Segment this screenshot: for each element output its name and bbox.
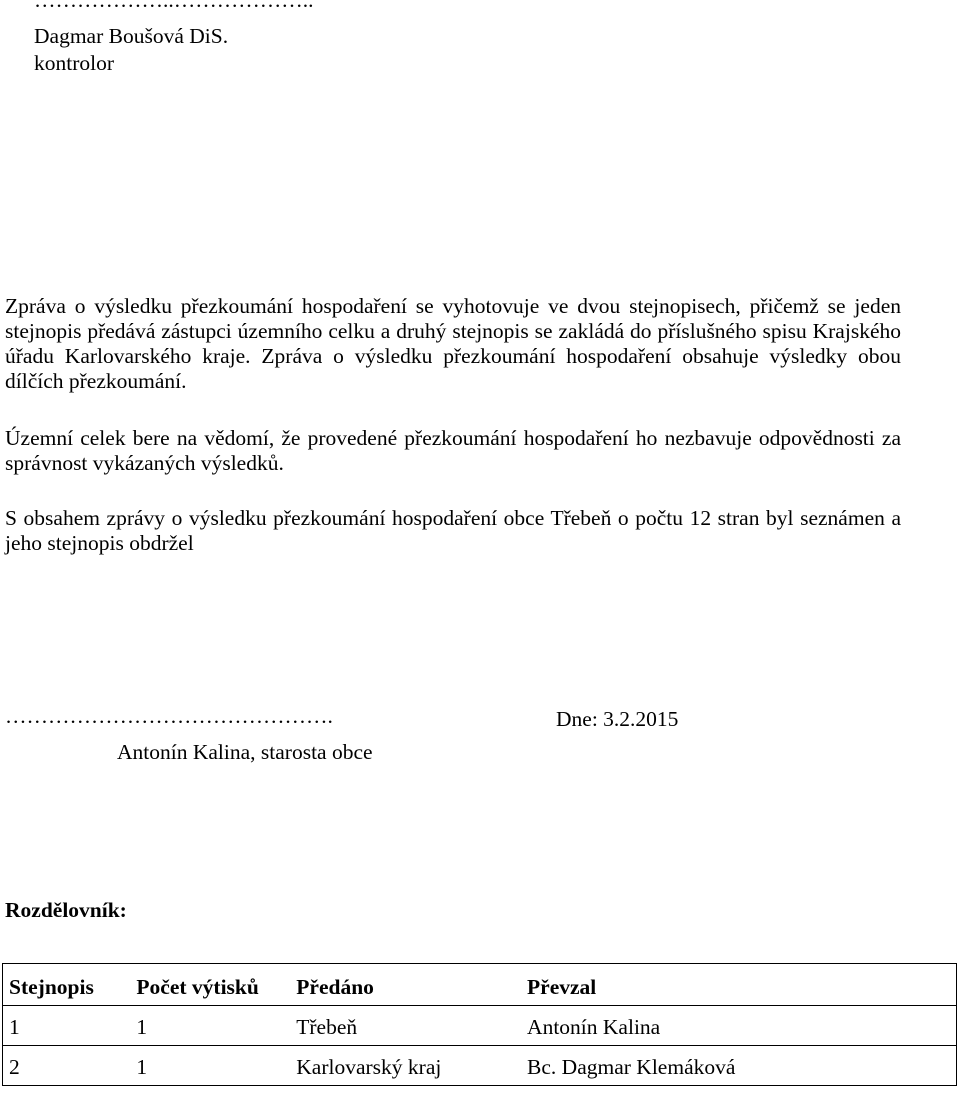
table-cell: 2 (3, 1046, 131, 1086)
table-cell: 1 (130, 1006, 290, 1046)
table-header-row (3, 964, 957, 1006)
paragraph-report-copies: Zpráva o výsledku přezkoumání hospodaření se vyhotovuje ve dvou stejnopisech, přičemž se jeden stejnopis předává zástupci územního celku a druhý stejnopis se zakládá do příslušného spisu Krajského úřadu Karlovarského kraje. Zpráva o výsledku přezkoumání hospodaření obsahuje výsledky obou dílčích přezkoumání. (5, 294, 901, 393)
paragraph-acknowledgement: S obsahem zprávy o výsledku přezkoumání hospodaření obce Třebeň o počtu 12 stran byl seznámen a jeho stejnopis obdržel (5, 506, 901, 555)
table-cell: Bc. Dagmar Klemáková (521, 1046, 956, 1086)
table-cell: Třebeň (290, 1006, 521, 1046)
column-header-count: Počet výtisků (130, 964, 290, 1006)
table-row (3, 1006, 957, 1046)
table-row (3, 1046, 957, 1086)
table-cell: 1 (130, 1046, 290, 1086)
distribution-table (2, 963, 957, 1086)
table-cell: 1 (3, 1006, 131, 1046)
column-header-handed-over: Předáno (290, 964, 521, 1006)
column-header-copy: Stejnopis (3, 964, 131, 1006)
signature-dots-top: ………………..……………….. (34, 0, 314, 12)
table-cell: Karlovarský kraj (290, 1046, 521, 1086)
paragraph-responsibility: Územní celek bere na vědomí, že provedené přezkoumání hospodaření ho nezbavuje odpovědnosti za správnost vykázaných výsledků. (5, 426, 901, 475)
distribution-heading: Rozdělovník: (5, 898, 127, 922)
signature-date: Dne: 3.2.2015 (556, 707, 679, 731)
mayor-name: Antonín Kalina, starosta obce (117, 740, 373, 764)
controller-name: Dagmar Boušová DiS. (34, 24, 229, 48)
signature-dots-mayor: ………………………………………. (5, 704, 333, 728)
table-cell: Antonín Kalina (521, 1006, 956, 1046)
column-header-received-by: Převzal (521, 964, 956, 1006)
controller-role: kontrolor (34, 51, 115, 75)
